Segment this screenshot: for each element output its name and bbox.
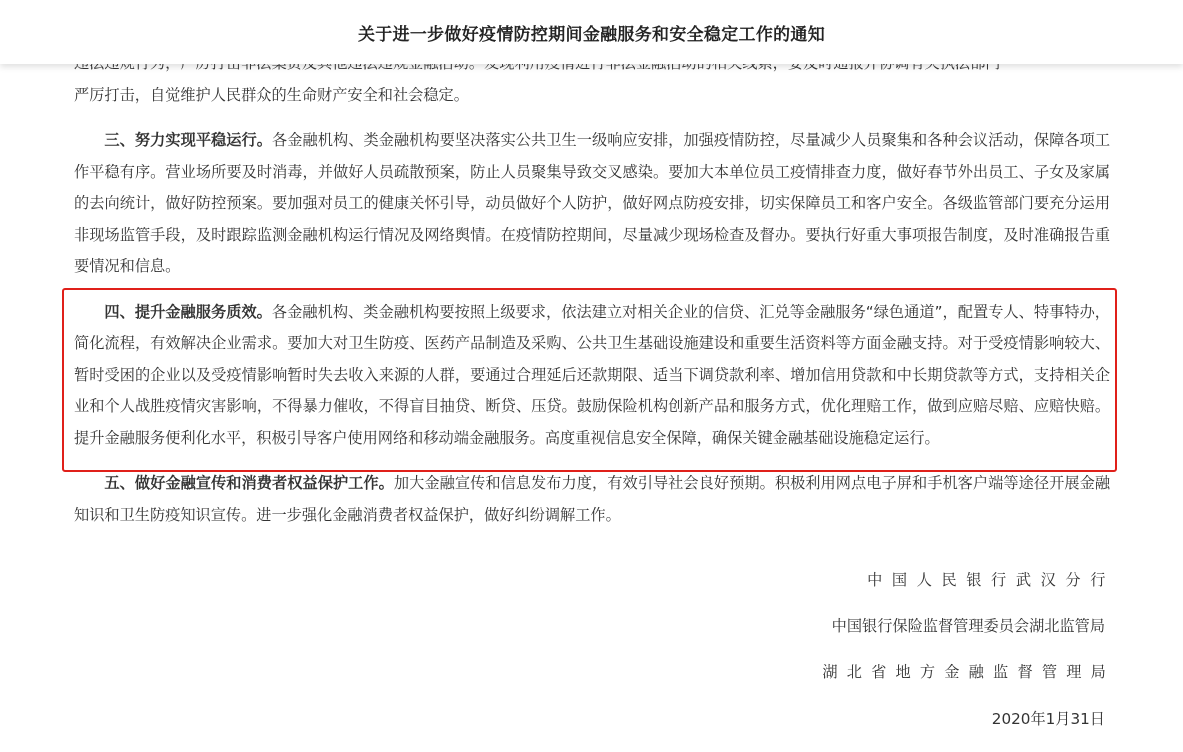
paragraph-five: [74, 468, 1110, 531]
paragraph-five-text: 加大金融宣传和信息发布力度，有效引导社会良好预期。积极利用网点电子屏和手机客户端等途径开展金融知识和卫生防疫知识宣传。进一步强化金融消费者权益保护，做好纠纷调解工作。: [74, 474, 1111, 524]
paragraph-three: [74, 125, 1110, 283]
paragraph-four: [74, 297, 1110, 455]
document-body: [74, 48, 1110, 531]
paragraph-four-text: 各金融机构、类金融机构要按照上级要求，依法建立对相关企业的信贷、汇兑等金融服务“绿色通道”，配置专人、特事特办，简化流程，有效解决企业需求。要加大对卫生防疫、医药产品制造及采购、公共卫生基础设施建设和重要生活资料等方面金融支持。对于受疫情影响较大、暂时受困的企业以及受疫情影响暂时失去收入来源的人群，要通过合理延后还款期限、适当下调贷款利率、增加信用贷款和中长期贷款等方式，支持相关企业和个人战胜疫情灾害影响，不得暴力催收，不得盲目抽贷、断贷、压贷。鼓励保险机构创新产品和服务方式，优化理赔工作，做到应赔尽赔、应赔快赔。提升金融服务便利化水平，积极引导客户使用网络和移动端金融服务。高度重视信息安全保障，确保关键金融基础设施稳定运行。: [74, 302, 1110, 447]
paragraph-three-text: 各金融机构、类金融机构要坚决落实公共卫生一级响应安排，加强疫情防控，尽量减少人员聚集和各种会议活动，保障各项工作平稳有序。营业场所要及时消毒，并做好人员疏散预案，防止人员聚集导致交叉感染。要加大本单位员工疫情排查力度，做好春节外出员工、子女及家属的去向统计，做好防控预案。要加强对员工的健康关怀引导，动员做好个人防护，做好网点防疫安排，切实保障员工和客户安全。各级监管部门要充分运用非现场监管手段，及时跟踪监测金融机构运行情况及网络舆情。在疫情防控期间，尽量减少现场检查及督办。要执行好重大事项报告制度，及时准确报告重要情况和信息。: [74, 131, 1111, 275]
paragraph-five-heading: 五、做好金融宣传和消费者权益保护工作。: [104, 474, 394, 492]
signature-org-pboc-wuhan: 中国人民银行武汉分行: [867, 571, 1115, 589]
page-title: 关于进一步做好疫情防控期间金融服务和安全稳定工作的通知: [357, 24, 826, 45]
signature-date: 2020年1月31日: [991, 710, 1105, 728]
signature-org-cbirc-hubei: 中国银行保险监督管理委员会湖北监管局: [831, 617, 1105, 635]
signature-org-hubei-finance: 湖北省地方金融监督管理局: [822, 663, 1115, 681]
paragraph-four-heading: 四、提升金融服务质效。: [104, 302, 272, 321]
paragraph-three-heading: 三、努力实现平稳运行。: [104, 131, 273, 149]
paragraph-two-tail: 严厉打击，自觉维护人民群众的生命财产安全和社会稳定。: [74, 85, 469, 104]
document-title-bar: [0, 0, 1183, 64]
